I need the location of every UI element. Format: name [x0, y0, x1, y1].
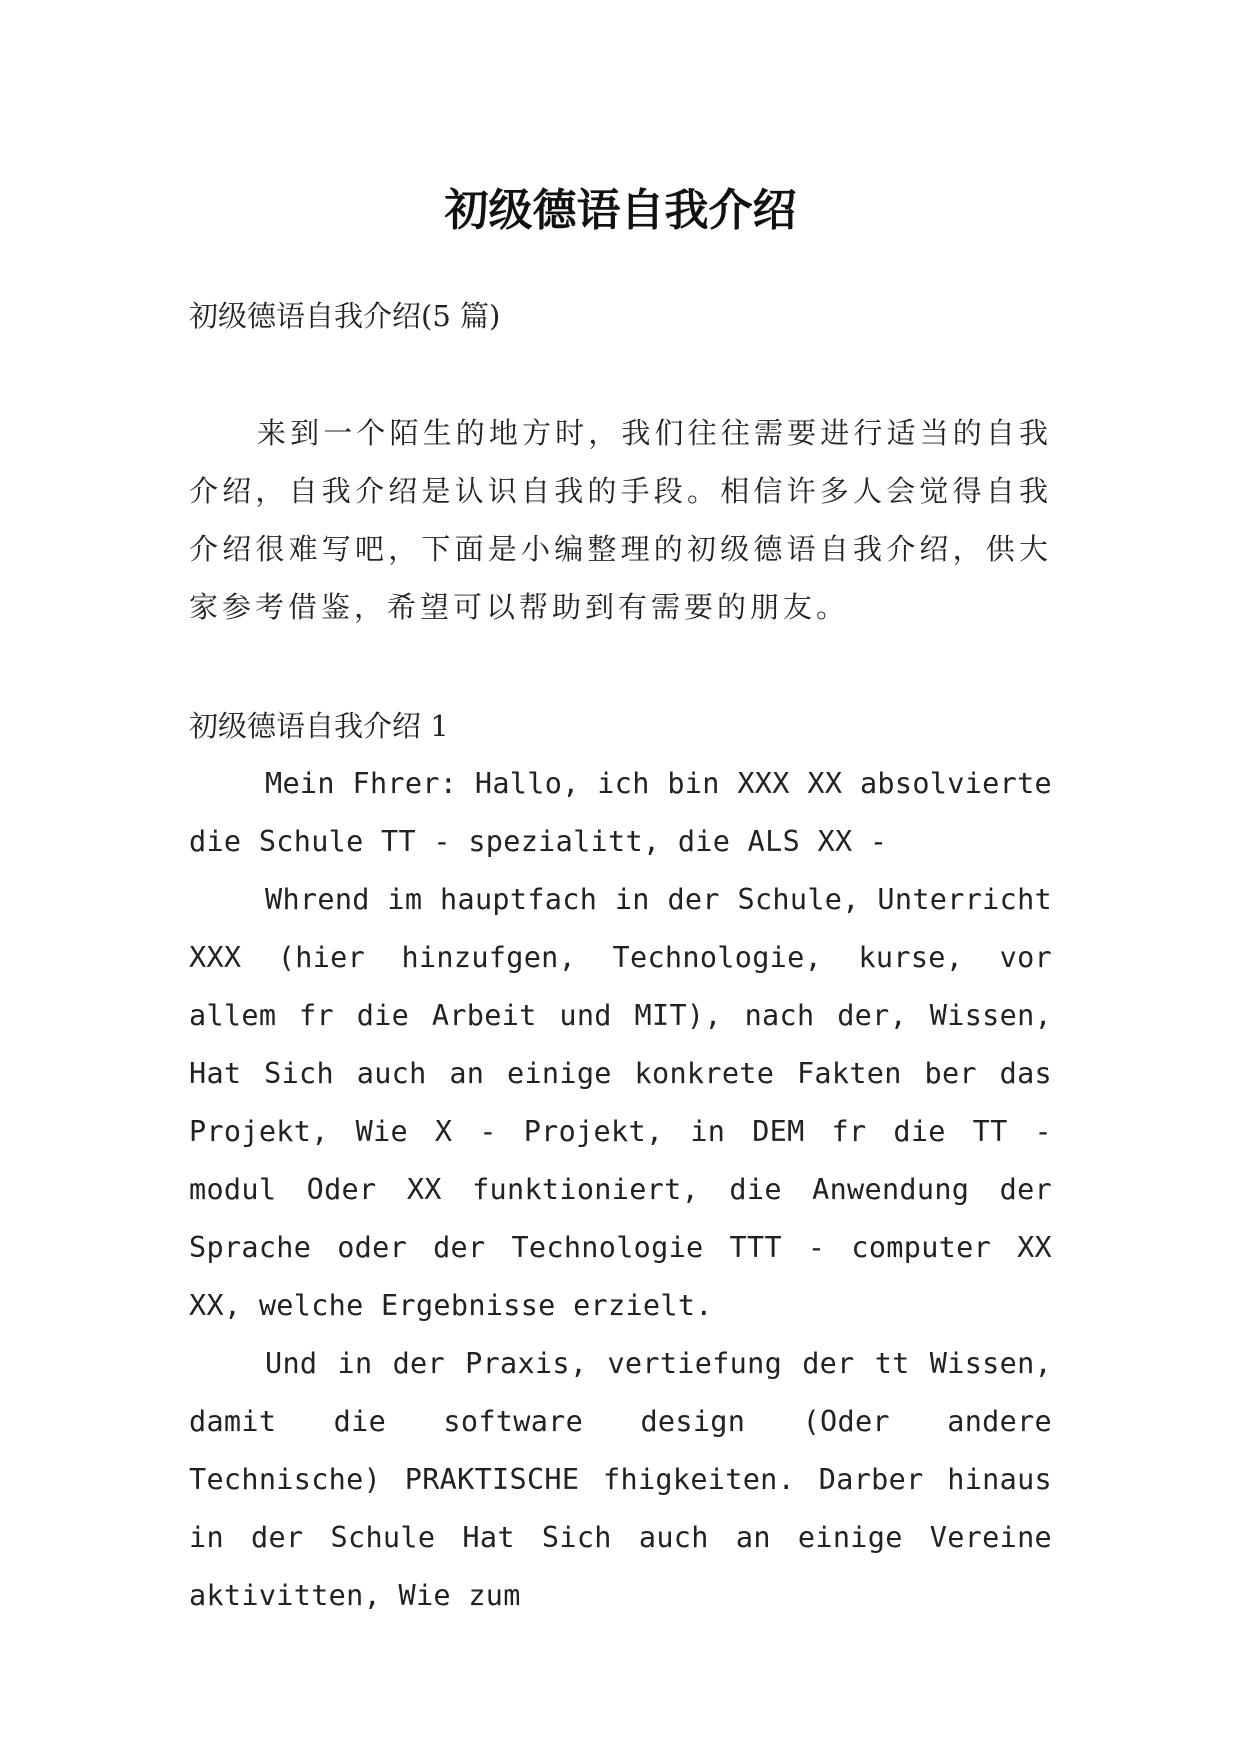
body-paragraph: Und in der Praxis, vertiefung der tt Wissen, damit die software design (Oder andere Technische) PRAKTISCHE fhigkeiten. Darber hinaus in der Schule Hat Sich auch an einige Vereine aktivitten, Wie zum — [189, 1347, 1052, 1612]
document-title: 初级德语自我介绍 — [444, 185, 797, 237]
intro-paragraph: 来到一个陌生的地方时，我们往往需要进行适当的自我介绍，自我介绍是认识自我的手段。相信许多人会觉得自我介绍很难写吧，下面是小编整理的初级德语自我介绍，供大家参考借鉴，希望可以帮助到有需要的朋友。 — [189, 416, 1052, 624]
section-heading: 初级德语自我介绍 1 — [189, 709, 449, 743]
document-subtitle: 初级德语自我介绍(5 篇) — [189, 299, 501, 333]
body-paragraph: Whrend im hauptfach in der Schule, Unterricht XXX (hier hinzufgen, Technologie, kurse, vor allem fr die Arbeit und MIT), nach der, Wissen, Hat Sich auch an einige konkrete Fakten ber das Projekt, Wie X - Projekt, in DEM fr die TT - modul Oder XX funktioniert, die Anwendung der Sprache oder der Technologie TTT - computer XX XX, welche Ergebnisse erzielt. — [189, 883, 1052, 1322]
body-paragraph: Mein Fhrer: Hallo, ich bin XXX XX absolvierte die Schule TT - spezialitt, die ALS XX - — [189, 767, 1052, 858]
